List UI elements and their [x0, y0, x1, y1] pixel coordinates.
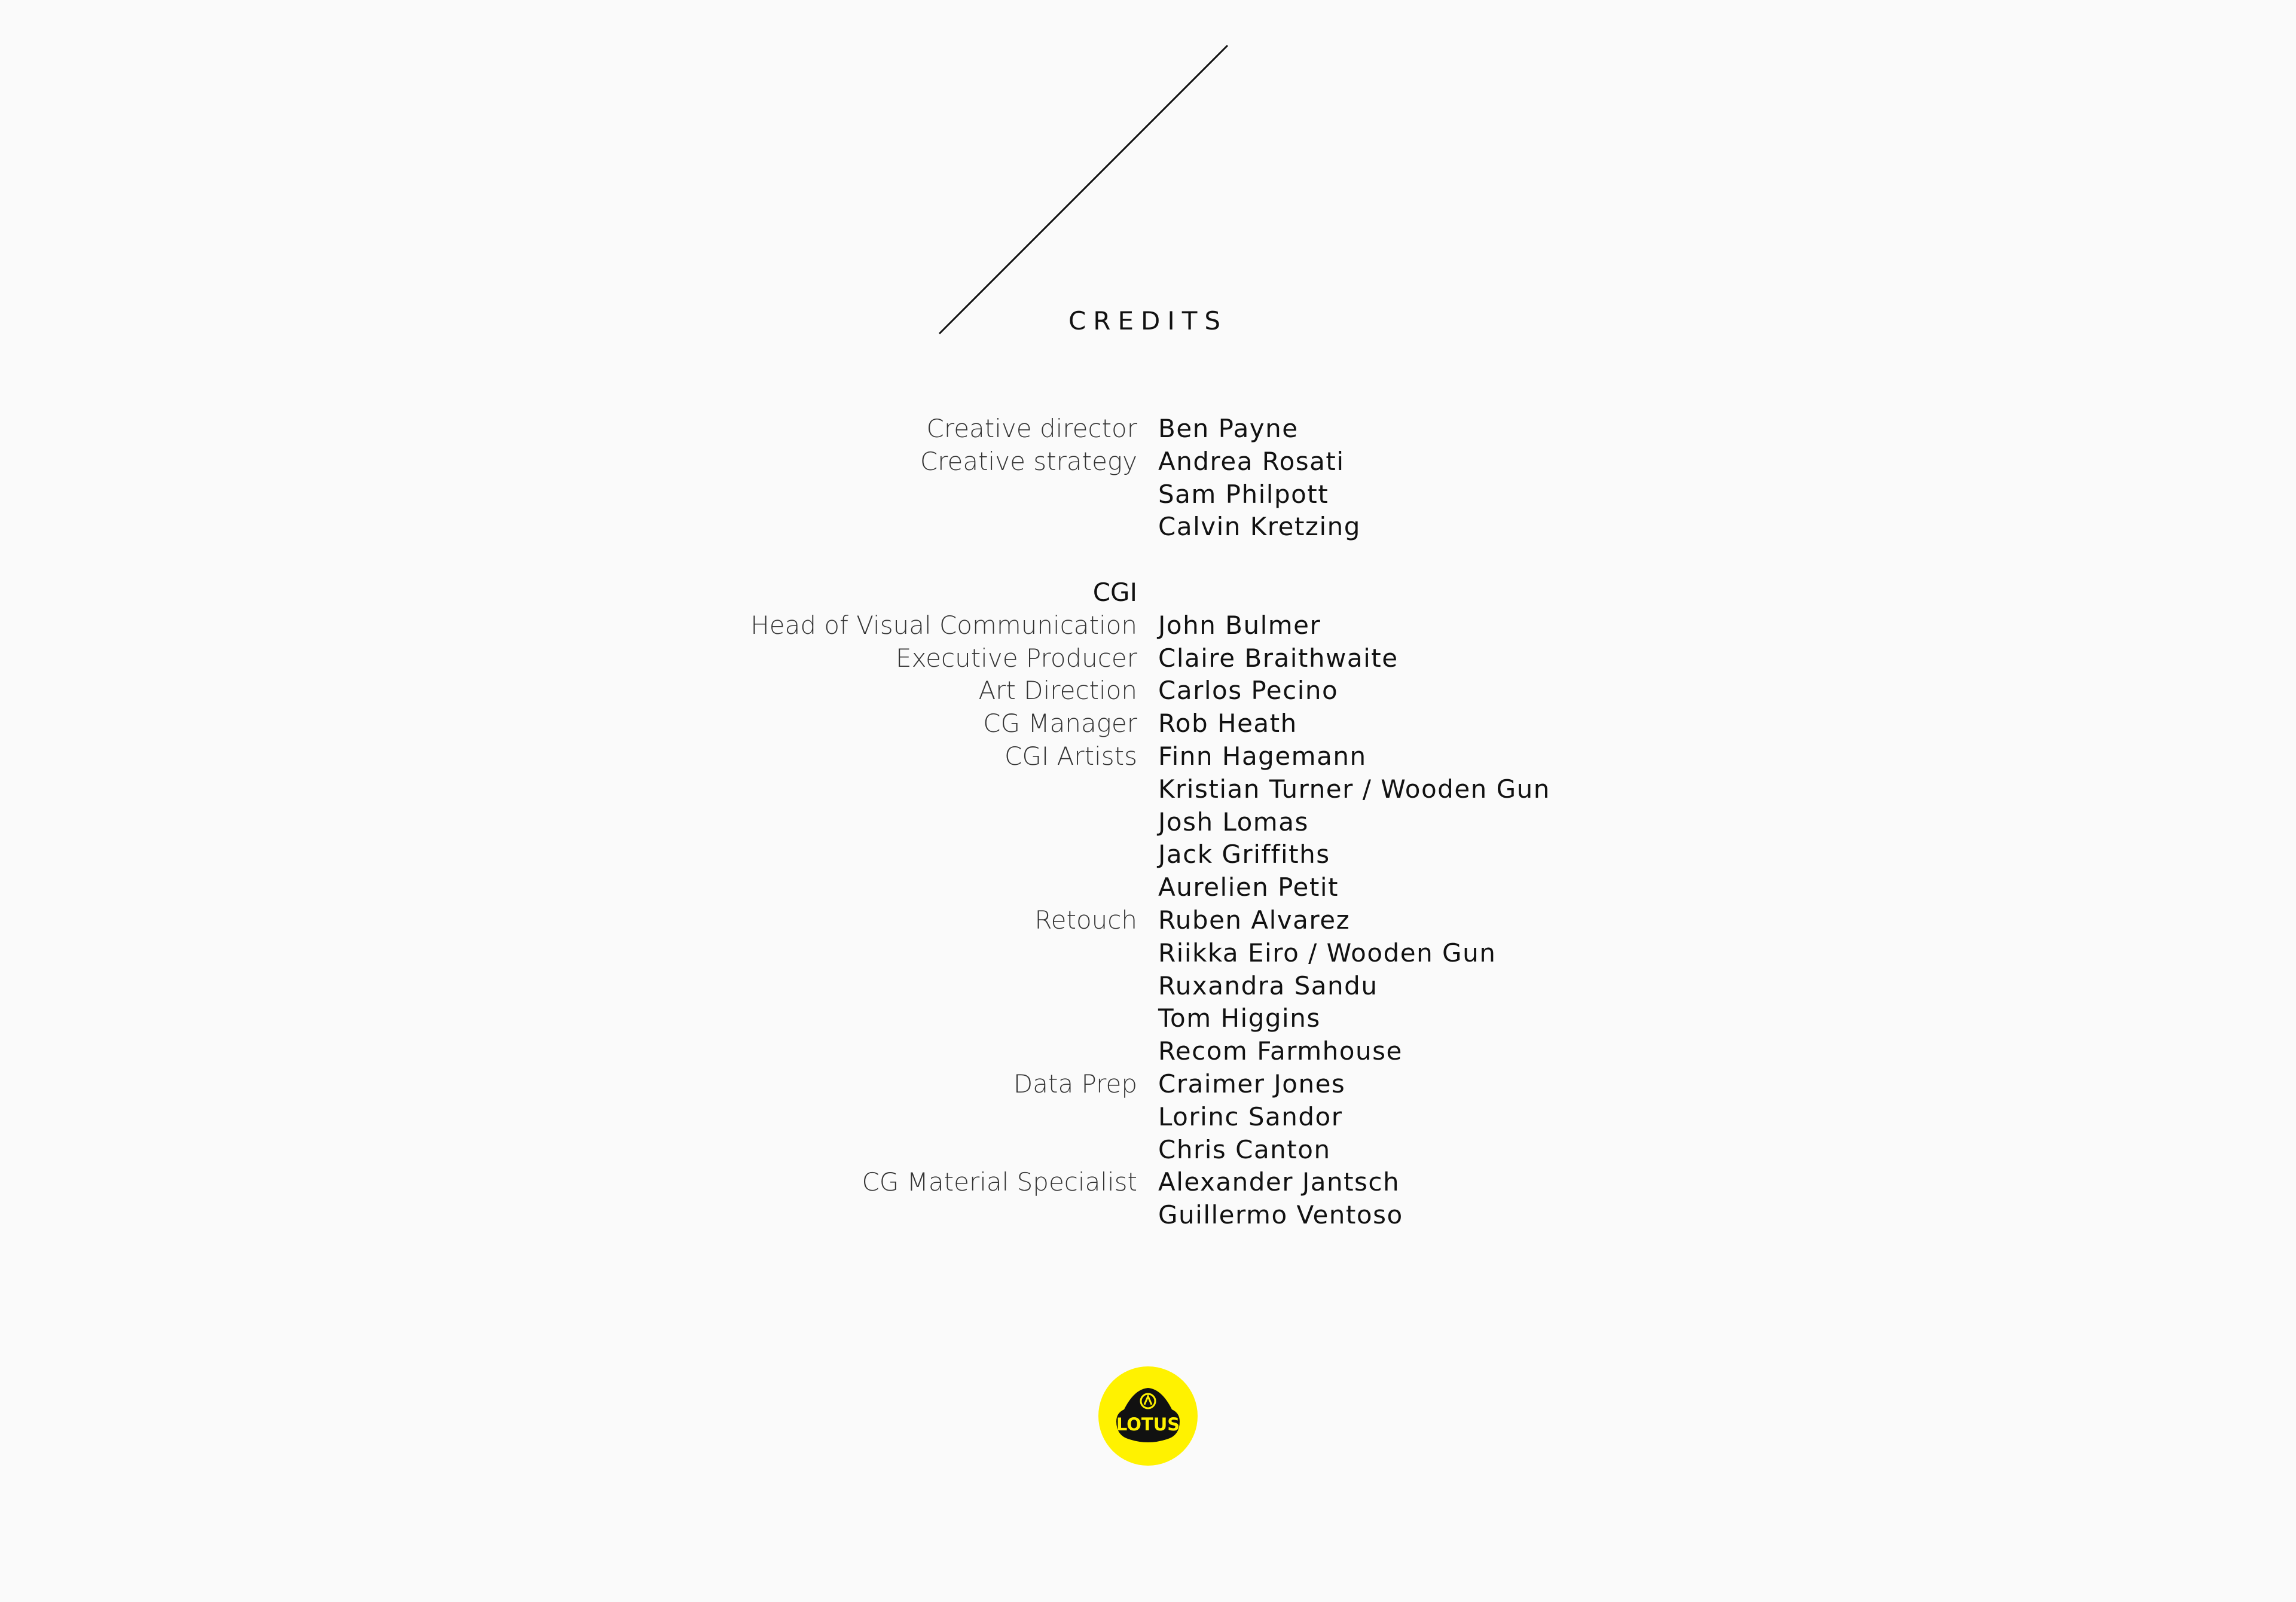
- credit-name: Claire Braithwaite: [1158, 643, 1399, 673]
- credit-row: [0, 675, 2296, 707]
- credit-name: Carlos Pecino: [1158, 676, 1339, 706]
- credit-row: [0, 937, 2296, 970]
- credit-row: [0, 1002, 2296, 1035]
- credit-row: [0, 871, 2296, 904]
- credit-row: [0, 413, 2296, 445]
- credit-row: [0, 1166, 2296, 1199]
- credit-name: Alexander Jantsch: [1158, 1167, 1400, 1197]
- credit-role: Head of Visual Communication: [750, 610, 1137, 640]
- credit-row: [0, 707, 2296, 740]
- credit-row: [0, 445, 2296, 478]
- credit-name: Recom Farmhouse: [1158, 1036, 1403, 1066]
- credit-name: John Bulmer: [1158, 610, 1321, 640]
- credit-name: Ruxandra Sandu: [1158, 971, 1378, 1000]
- lotus-logo-icon: [1098, 1366, 1198, 1466]
- credit-name: Aurelien Petit: [1158, 872, 1339, 902]
- credit-name: Ben Payne: [1158, 414, 1299, 443]
- credit-role: Executive Producer: [896, 643, 1137, 673]
- logo-text: LOTUS: [1116, 1414, 1180, 1435]
- credit-name: Ruben Alvarez: [1158, 905, 1351, 935]
- credit-row: [0, 1134, 2296, 1167]
- credit-name: Jack Griffiths: [1158, 840, 1330, 869]
- credit-name: Lorinc Sandor: [1158, 1101, 1343, 1131]
- credit-role: Art Direction: [978, 676, 1137, 706]
- credit-name: Kristian Turner / Wooden Gun: [1158, 774, 1550, 804]
- credit-role: Creative director: [926, 414, 1137, 443]
- credit-name: Rob Heath: [1158, 709, 1297, 739]
- credit-name: Calvin Kretzing: [1158, 512, 1361, 542]
- credit-name: Tom Higgins: [1158, 1003, 1321, 1033]
- credit-name: Craimer Jones: [1158, 1069, 1346, 1098]
- credit-row: [0, 773, 2296, 806]
- credit-name: Josh Lomas: [1158, 807, 1309, 837]
- credit-row: [0, 642, 2296, 675]
- credit-row: [0, 806, 2296, 839]
- credit-name: Finn Hagemann: [1158, 741, 1367, 771]
- credit-row: [0, 1035, 2296, 1068]
- credit-row: [0, 1101, 2296, 1134]
- page-title: CREDITS: [1068, 306, 1228, 335]
- credit-row: [0, 576, 2296, 609]
- credit-role: Retouch: [1034, 905, 1137, 935]
- credit-row: [0, 1068, 2296, 1101]
- section-heading: CGI: [1092, 577, 1137, 607]
- credit-row: [0, 970, 2296, 1003]
- credit-role: CG Material Specialist: [862, 1167, 1137, 1197]
- credit-row: [0, 544, 2296, 576]
- credit-role: Creative strategy: [920, 446, 1137, 476]
- credit-name: Andrea Rosati: [1158, 446, 1345, 476]
- credit-row: [0, 609, 2296, 642]
- credit-name: Riikka Eiro / Wooden Gun: [1158, 938, 1497, 968]
- credit-name: Chris Canton: [1158, 1134, 1331, 1164]
- credit-row: [0, 511, 2296, 544]
- decorative-slash-line: [0, 0, 2296, 419]
- credit-row: [0, 1199, 2296, 1232]
- credit-role: CG Manager: [983, 709, 1137, 739]
- credit-role: CGI Artists: [1004, 741, 1137, 771]
- credit-name: Sam Philpott: [1158, 479, 1329, 509]
- credits-list: [0, 413, 2296, 1232]
- credit-row: [0, 904, 2296, 937]
- credit-name: Guillermo Ventoso: [1158, 1200, 1403, 1230]
- credit-row: [0, 740, 2296, 773]
- credit-role: Data Prep: [1013, 1069, 1137, 1098]
- credit-row: [0, 478, 2296, 511]
- credit-row: [0, 838, 2296, 871]
